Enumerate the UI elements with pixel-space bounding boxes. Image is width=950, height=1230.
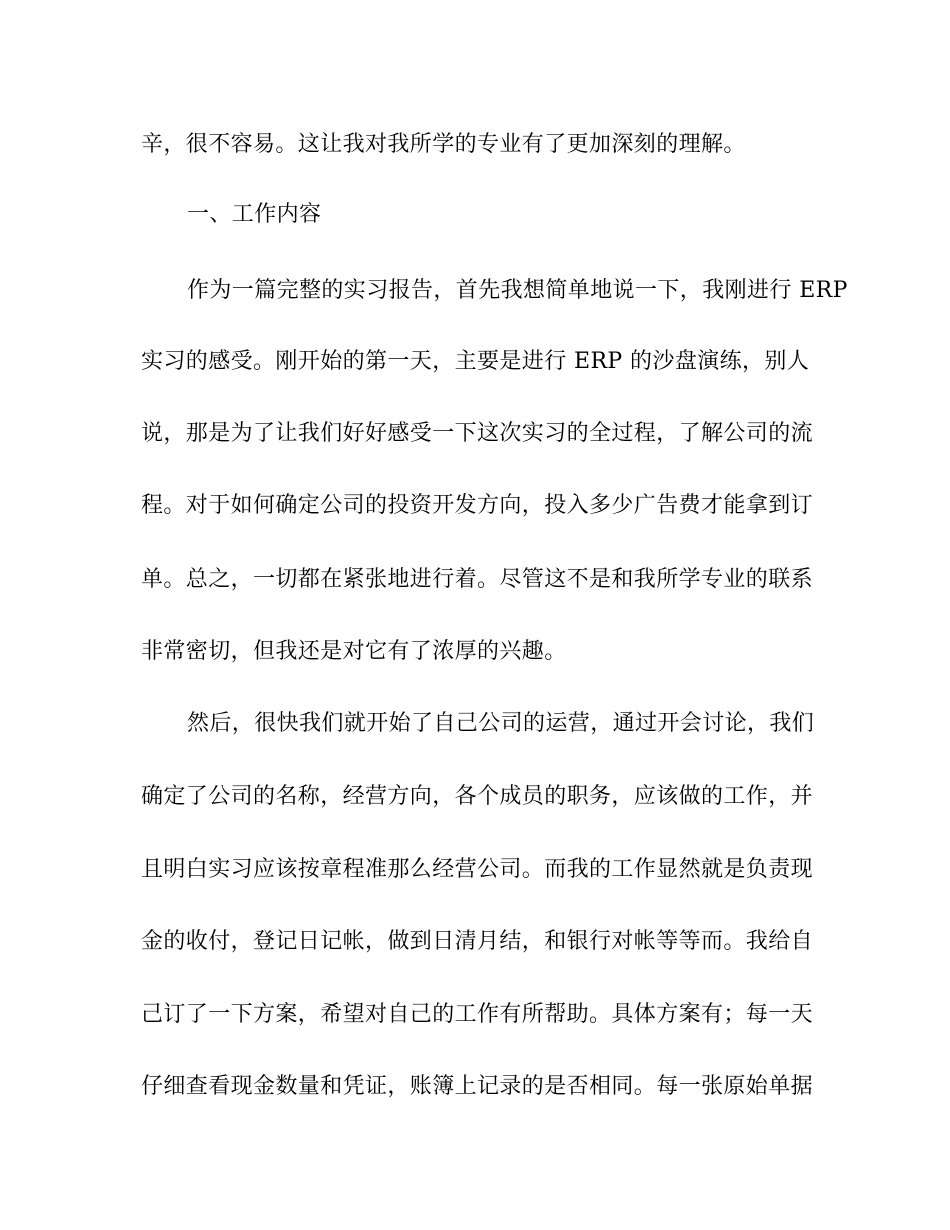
- paragraph-line: 作为一篇完整的实习报告，首先我想简单地说一下，我刚进行 ERP: [187, 278, 848, 303]
- paragraph-line: 仔细查看现金数量和凭证，账簿上记录的是否相同。每一张原始单据: [141, 1074, 814, 1099]
- paragraph-line: 辛，很不容易。这让我对我所学的专业有了更加深刻的理解。: [141, 132, 746, 157]
- paragraph-line: 金的收付，登记日记帐，做到日清月结，和银行对帐等等而。我给自: [141, 929, 814, 954]
- paragraph-line: 确定了公司的名称，经营方向，各个成员的职务，应该做的工作，并: [141, 784, 814, 809]
- paragraph-line: 然后，很快我们就开始了自己公司的运营，通过开会讨论，我们: [187, 711, 815, 736]
- section-heading: 一、工作内容: [187, 202, 322, 227]
- paragraph-line: 单。总之，一切都在紧张地进行着。尽管这不是和我所学专业的联系: [141, 567, 814, 592]
- paragraph-line: 程。对于如何确定公司的投资开发方向，投入多少广告费才能拿到订: [141, 493, 814, 518]
- paragraph-line: 实习的感受。刚开始的第一天，主要是进行 ERP 的沙盘演练，别人: [141, 349, 810, 374]
- paragraph-line: 且明白实习应该按章程准那么经营公司。而我的工作显然就是负责现: [141, 857, 814, 882]
- paragraph-line: 说，那是为了让我们好好感受一下这次实习的全过程，了解公司的流: [141, 421, 814, 446]
- paragraph-line: 非常密切，但我还是对它有了浓厚的兴趣。: [141, 639, 567, 664]
- paragraph-line: 己订了一下方案，希望对自己的工作有所帮助。具体方案有；每一天: [141, 1002, 814, 1027]
